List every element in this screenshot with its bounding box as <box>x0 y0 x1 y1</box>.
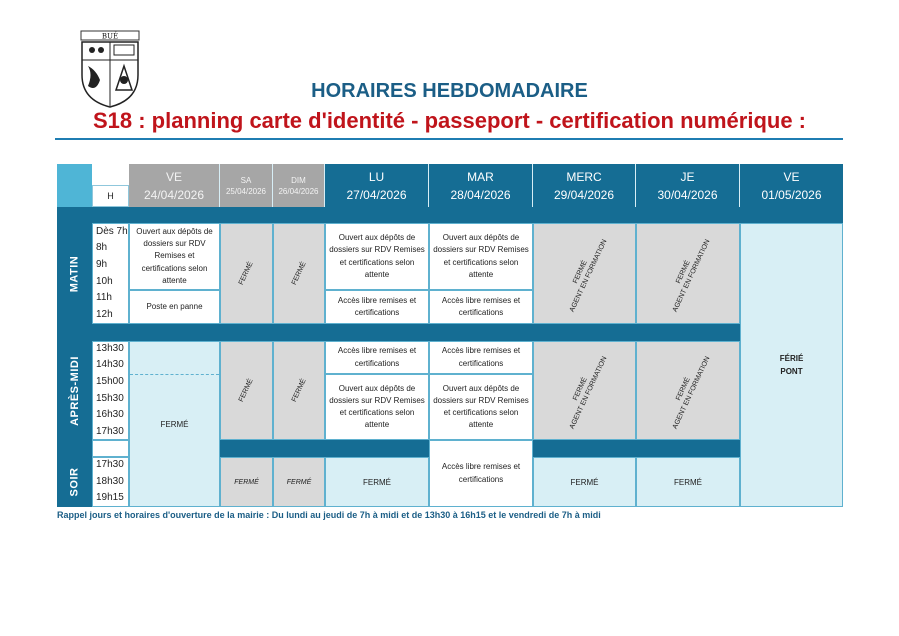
page-title: HORAIRES HEBDOMADAIRE <box>311 80 588 102</box>
cell-ve-panne: Poste en panne <box>129 290 220 324</box>
hours-list: 17h30 18h30 19h15 <box>96 459 124 504</box>
h-label: H <box>92 185 129 207</box>
day-header <box>129 164 220 207</box>
day-name: MERC <box>566 169 602 184</box>
day-header <box>273 164 325 207</box>
period-soir: SOIR <box>57 457 92 507</box>
separator-band <box>57 207 843 223</box>
day-name: VE <box>783 169 800 184</box>
day-date: 26/04/2026 <box>278 186 319 196</box>
cell-sa-apres-midi: FERMÉ <box>220 341 273 440</box>
day-name: LU <box>368 169 385 184</box>
cell-je-apres-midi: FERMÉ AGENT EN FORMATION <box>636 341 740 440</box>
page-subtitle: S18 : planning carte d'identité - passeport - certification numérique : <box>92 108 806 133</box>
hours-soir <box>92 457 129 507</box>
svg-text:BUÉ: BUÉ <box>101 32 119 41</box>
day-header <box>429 164 533 207</box>
hours-list: Dès 7h 8h 9h 10h 11h 12h <box>96 225 128 320</box>
title-divider <box>55 138 843 140</box>
cell-merc-matin: FERMÉ AGENT EN FORMATION <box>533 223 636 324</box>
cell-lu-acces: Accès libre remises et certifications <box>325 290 429 324</box>
footer-note: Rappel jours et horaires d'ouverture de la mairie : Du lundi au jeudi de 7h à midi et de 13h30 à 16h15 et le vendredi de 7h à midi <box>57 510 601 520</box>
separator-band <box>57 440 92 457</box>
cell-dim-matin: FERMÉ <box>273 223 325 324</box>
separator-band <box>57 324 740 341</box>
day-name: SA <box>240 175 252 185</box>
cell-mar-acces: Accès libre remises et certifications <box>429 290 533 324</box>
day-header <box>533 164 636 207</box>
day-date: 28/04/2026 <box>450 187 511 202</box>
hours-apres-midi <box>92 341 129 440</box>
day-header <box>740 164 843 207</box>
day-header <box>325 164 429 207</box>
cell-lu-depot: Ouvert aux dépôts de dossiers sur RDV Remises et certifications selon attente <box>325 374 429 440</box>
cell-mar-soir: Accès libre remises et certifications <box>429 440 533 507</box>
cell-sa-soir: FERMÉ <box>220 457 273 507</box>
cell-mar-acces: Accès libre remises et certifications <box>429 341 533 374</box>
hours-matin <box>92 223 129 324</box>
day-name: MAR <box>467 169 494 184</box>
corner-cell <box>57 164 92 207</box>
day-date: 27/04/2026 <box>346 187 407 202</box>
cell-merc-apres-midi: FERMÉ AGENT EN FORMATION <box>533 341 636 440</box>
cell-ve-depot: Ouvert aux dépôts de dossiers sur RDV Remises et certifications selon attente <box>129 223 220 290</box>
day-name: VE <box>165 169 182 184</box>
day-date: 29/04/2026 <box>553 187 615 202</box>
cell-je-matin: FERMÉ AGENT EN FORMATION <box>636 223 740 324</box>
period-apres-midi: APRÈS-MIDI <box>57 341 92 440</box>
cell-je-soir: FERMÉ <box>636 457 740 507</box>
separator-band <box>533 440 740 457</box>
day-header <box>636 164 740 207</box>
cell-sa-matin: FERMÉ <box>220 223 273 324</box>
cell-dim-soir: FERMÉ <box>273 457 325 507</box>
cell-mar-depot: Ouvert aux dépôts de dossiers sur RDV Remises et certifications selon attente <box>429 223 533 290</box>
dashed-divider <box>130 374 219 375</box>
day-date: 24/04/2026 <box>143 187 205 202</box>
cell-lu-depot: Ouvert aux dépôts de dossiers sur RDV Remises et certifications selon attente <box>325 223 429 290</box>
hours-list: 13h30 14h30 15h00 15h30 16h30 17h30 <box>96 342 124 437</box>
cell-lu-acces: Accès libre remises et certifications <box>325 341 429 374</box>
day-name: JE <box>680 169 695 184</box>
separator-band <box>220 440 429 457</box>
day-date: 01/05/2026 <box>761 187 822 202</box>
blank-cell <box>92 440 129 457</box>
cell-dim-apres-midi: FERMÉ <box>273 341 325 440</box>
cell-mar-depot: Ouvert aux dépôts de dossiers sur RDV Remises et certifications selon attente <box>429 374 533 440</box>
day-name: DIM <box>291 175 306 185</box>
period-matin: MATIN <box>57 223 92 324</box>
day-header <box>220 164 273 207</box>
day-date: 25/04/2026 <box>225 186 267 196</box>
day-date: 30/04/2026 <box>657 187 718 202</box>
cell-merc-soir: FERMÉ <box>533 457 636 507</box>
cell-ferie: FÉRIÉ PONT <box>740 223 843 507</box>
cell-lu-soir: FERMÉ <box>325 457 429 507</box>
cell-ve-ferme: FERMÉ <box>129 341 220 507</box>
